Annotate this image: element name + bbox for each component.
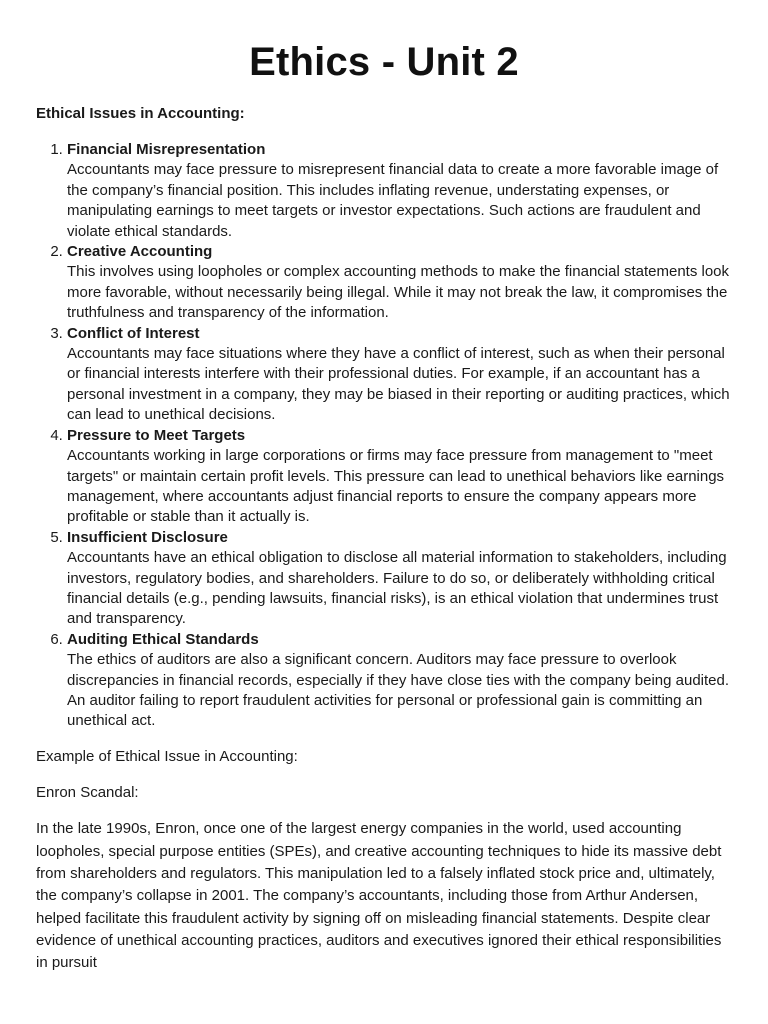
issues-list	[36, 140, 732, 732]
issue-title: 3. Conflict of Interest	[67, 324, 200, 342]
page-title: Ethics - Unit 2	[249, 40, 519, 84]
issue-text: Accountants working in large corporations or firms may face pressure from management to "meet targets" or maintain certain profit levels. This pressure can lead to unethical behaviors like earnings management, where accountants adjust financial reports to ensure the company appears more profitable or stable than it actually is.	[67, 447, 725, 526]
list-item	[67, 324, 732, 426]
issue-text: Accountants may face situations where they have a conflict of interest, such as when their personal or financial interests interfere with their professional duties. For example, if an accountant has a personal investment in a company, they may be biased in their reporting or auditing practices, which can lead to unethical decisions.	[67, 345, 730, 424]
case-paragraph: In the late 1990s, Enron, once one of the largest energy companies in the world, used accounting loopholes, special purpose entities (SPEs), and creative accounting techniques to hide its massive debt from shareholders and regulators. This manipulation led to a falsely inflated stock price and, ultimately, the company’s collapse in 2001. The company’s accountants, including those from Arthur Andersen, helped facilitate this fraudulent activity by signing off on misleading financial statements. Despite clear evidence of unethical accounting practices, auditors and executives ignored their ethical responsibilities in pursuit	[36, 820, 722, 972]
case-heading: Enron Scandal:	[36, 784, 139, 802]
list-item	[67, 528, 732, 630]
issue-text: This involves using loopholes or complex accounting methods to make the financial statements look more favorable, without necessarily being illegal. While it may not break the law, it compromises the truthfulness and transparency of the information.	[67, 263, 730, 322]
issue-title: 1. Financial Misrepresentation	[67, 141, 266, 158]
list-item	[67, 242, 732, 324]
list-item	[67, 140, 732, 242]
example-heading: Example of Ethical Issue in Accounting:	[36, 747, 298, 765]
section-heading: Ethical Issues in Accounting:	[36, 105, 245, 122]
list-item	[67, 426, 732, 528]
issue-title: 5. Insufficient Disclosure	[67, 528, 228, 546]
issue-title: 6. Auditing Ethical Standards	[67, 630, 259, 648]
issue-title: 4. Pressure to Meet Targets	[67, 426, 246, 444]
issue-title: 2. Creative Accounting	[67, 243, 213, 261]
issue-text: Accountants have an ethical obligation to disclose all material information to stakeholders, including investors, regulatory bodies, and shareholders. Failure to do so, or deliberately withholding critical financial details (e.g., pending lawsuits, financial risks), is an ethical violation that undermines trust and transparency.	[67, 549, 727, 628]
issue-text: The ethics of auditors are also a significant concern. Auditors may face pressure to overlook discrepancies in financial records, especially if they have close ties with the company being audited. An auditor failing to report fraudulent activities for personal or professional gain is committing an unethical act.	[67, 651, 730, 730]
issue-text: Accountants may face pressure to misrepresent financial data to create a more favorable image of the company’s financial position. This includes inflating revenue, understating expenses, or manipulating earnings to meet targets or investor expectations. Such actions are fraudulent and violate ethical standards.	[67, 161, 719, 240]
list-item	[67, 630, 732, 732]
